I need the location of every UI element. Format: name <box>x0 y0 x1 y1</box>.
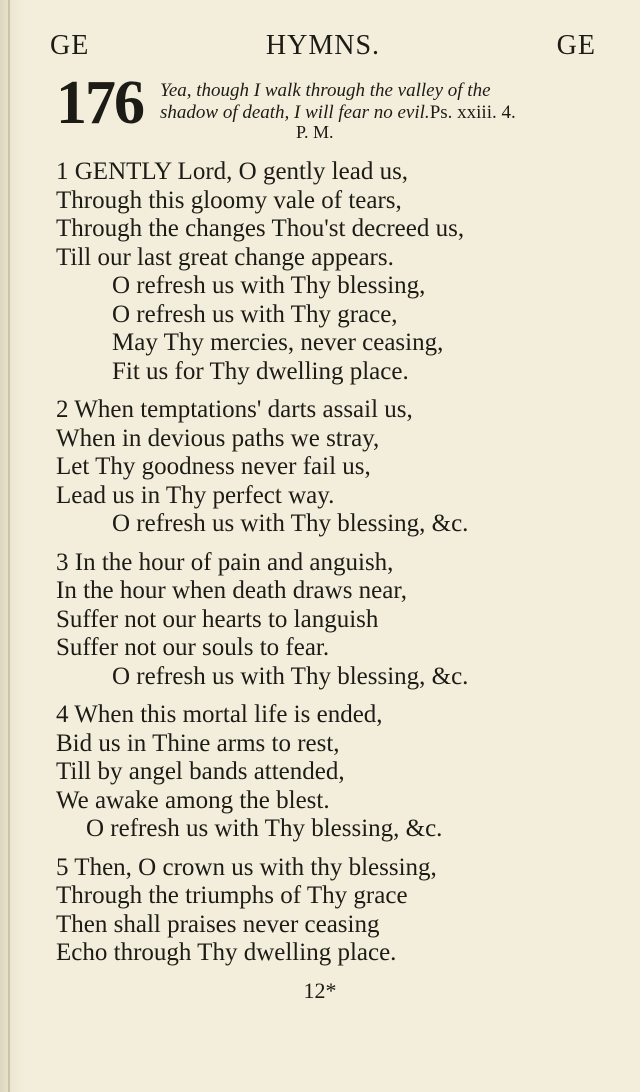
header-left: GE <box>50 30 90 61</box>
verse-line: 3 In the hour of pain and anguish, <box>56 548 394 576</box>
refrain-line: O refresh us with Thy grace, <box>112 300 398 328</box>
signature-mark: 12* <box>303 978 337 1003</box>
stanza-3 <box>0 549 640 692</box>
epigraph-line-2 <box>160 102 600 124</box>
refrain-line: Fit us for Thy dwelling place. <box>112 357 409 385</box>
refrain-line: O refresh us with Thy blessing, &c. <box>112 510 469 537</box>
verse-line: When in devious paths we stray, <box>56 424 380 452</box>
verse-line: Through the triumphs of Thy grace <box>56 882 408 909</box>
refrain-line: O refresh us with Thy blessing, &c. <box>86 815 443 842</box>
verse-line: 1 GENTLY Lord, O gently lead us, <box>56 158 409 185</box>
verse-line: Till our last great change appears. <box>56 243 394 271</box>
verse-line: Bid us in Thine arms to rest, <box>56 729 340 757</box>
verse-line: Suffer not our souls to fear. <box>56 634 330 661</box>
verse-line: 5 Then, O crown us with thy blessing, <box>56 853 437 881</box>
verse-line: 2 When temptations' darts assail us, <box>56 396 413 423</box>
scripture-reference: Ps. xxiii. 4. <box>429 102 516 123</box>
verse-line: Let Thy goodness never fail us, <box>56 453 371 480</box>
verse-line: Till by angel bands attended, <box>56 758 345 785</box>
verse-line: Through this gloomy vale of tears, <box>56 186 402 214</box>
verse-line: We awake among the blest. <box>56 786 330 814</box>
epigraph-text: shadow of death, I will fear no evil. <box>160 102 430 123</box>
verse-line: 4 When this mortal life is ended, <box>56 701 383 728</box>
stanza-1 <box>0 158 640 386</box>
stanza-2 <box>0 396 640 539</box>
epigraph <box>160 80 600 124</box>
hymn-number: 176 <box>56 69 143 137</box>
stanza-5 <box>0 854 640 968</box>
hymn-verses <box>0 158 640 978</box>
verse-line: Echo through Thy dwelling place. <box>56 939 397 966</box>
running-header <box>50 30 596 66</box>
refrain-line: May Thy mercies, never ceasing, <box>112 329 444 356</box>
stanza-4 <box>0 701 640 844</box>
verse-line: Through the changes Thou'st decreed us, <box>56 215 465 242</box>
refrain-line: O refresh us with Thy blessing, <box>112 272 426 299</box>
verse-line: Suffer not our hearts to languish <box>56 605 379 633</box>
verse-line: In the hour when death draws near, <box>56 577 407 604</box>
header-title: HYMNS. <box>265 30 381 61</box>
verse-line: Then shall praises never ceasing <box>56 910 380 938</box>
verse-line: Lead us in Thy perfect way. <box>56 481 335 509</box>
meter: P. M. <box>296 122 334 142</box>
refrain-line: O refresh us with Thy blessing, &c. <box>112 662 469 690</box>
header-right: GE <box>556 30 596 61</box>
epigraph-line-1: Yea, though I walk through the valley of the <box>160 80 491 101</box>
